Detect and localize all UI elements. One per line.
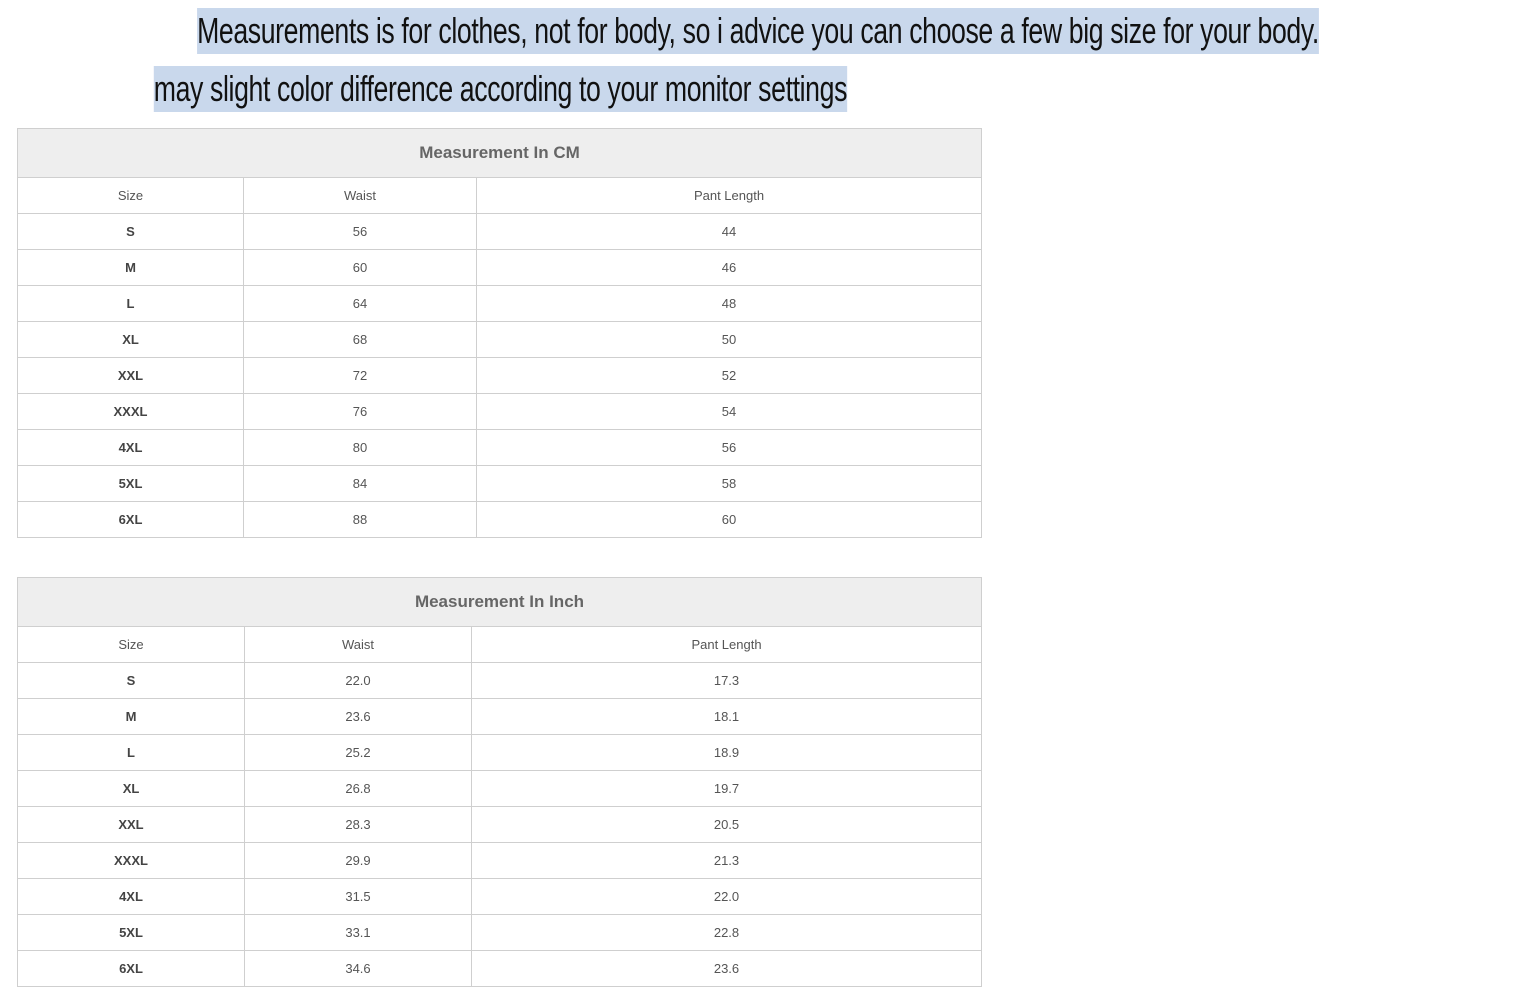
table-row [18, 214, 982, 250]
table-row [18, 915, 982, 951]
waist-cell: 22.0 [245, 663, 472, 699]
size-cell: S [18, 214, 244, 250]
notice-text-2: may slight color difference according to your monitor settings [153, 66, 846, 112]
size-cell: XL [18, 771, 245, 807]
pant-length-cell: 46 [477, 250, 982, 286]
pant-length-cell: 58 [477, 466, 982, 502]
waist-cell: 88 [244, 502, 477, 538]
pant-length-cell: 21.3 [472, 843, 982, 879]
table-row [18, 286, 982, 322]
table-row [18, 430, 982, 466]
pant-length-cell: 22.8 [472, 915, 982, 951]
size-cell: XXL [18, 807, 245, 843]
waist-cell: 84 [244, 466, 477, 502]
size-cell: 6XL [18, 502, 244, 538]
pant-length-cell: 18.9 [472, 735, 982, 771]
pant-length-cell: 50 [477, 322, 982, 358]
size-cell: 4XL [18, 879, 245, 915]
waist-cell: 28.3 [245, 807, 472, 843]
table-row [18, 502, 982, 538]
table-row [18, 322, 982, 358]
pant-length-cell: 18.1 [472, 699, 982, 735]
waist-cell: 80 [244, 430, 477, 466]
waist-cell: 60 [244, 250, 477, 286]
table-row [18, 771, 982, 807]
table-row [18, 807, 982, 843]
table-row [18, 951, 982, 987]
waist-cell: 56 [244, 214, 477, 250]
pant-length-cell: 52 [477, 358, 982, 394]
pant-length-cell: 23.6 [472, 951, 982, 987]
column-header-waist: Waist [245, 627, 472, 663]
waist-cell: 34.6 [245, 951, 472, 987]
table-row [18, 843, 982, 879]
waist-cell: 23.6 [245, 699, 472, 735]
size-cell: M [18, 250, 244, 286]
pant-length-cell: 19.7 [472, 771, 982, 807]
column-header-waist: Waist [244, 178, 477, 214]
size-cell: 5XL [18, 466, 244, 502]
pant-length-cell: 20.5 [472, 807, 982, 843]
measurement-table-inch [17, 577, 982, 987]
size-cell: 5XL [18, 915, 245, 951]
pant-length-cell: 44 [477, 214, 982, 250]
pant-length-cell: 56 [477, 430, 982, 466]
table-row [18, 663, 982, 699]
waist-cell: 29.9 [245, 843, 472, 879]
waist-cell: 72 [244, 358, 477, 394]
table-row [18, 879, 982, 915]
pant-length-cell: 22.0 [472, 879, 982, 915]
size-cell: L [18, 286, 244, 322]
size-cell: L [18, 735, 245, 771]
pant-length-cell: 17.3 [472, 663, 982, 699]
size-cell: XXXL [18, 394, 244, 430]
notice-line-1 [0, 8, 1319, 54]
waist-cell: 33.1 [245, 915, 472, 951]
size-cell: S [18, 663, 245, 699]
waist-cell: 76 [244, 394, 477, 430]
table-row [18, 735, 982, 771]
pant-length-cell: 60 [477, 502, 982, 538]
notice-text-1: Measurements is for clothes, not for body, so i advice you can choose a few big size for your body. [197, 8, 1319, 54]
table-row [18, 466, 982, 502]
table-title: Measurement In CM [18, 129, 982, 178]
column-header-size: Size [18, 178, 244, 214]
table-row [18, 699, 982, 735]
size-cell: 6XL [18, 951, 245, 987]
table-row [18, 250, 982, 286]
table-title: Measurement In Inch [18, 578, 982, 627]
pant-length-cell: 48 [477, 286, 982, 322]
waist-cell: 64 [244, 286, 477, 322]
waist-cell: 68 [244, 322, 477, 358]
measurement-table-cm [17, 128, 982, 538]
waist-cell: 25.2 [245, 735, 472, 771]
size-cell: XXL [18, 358, 244, 394]
waist-cell: 26.8 [245, 771, 472, 807]
column-header-size: Size [18, 627, 245, 663]
size-cell: XXXL [18, 843, 245, 879]
size-cell: 4XL [18, 430, 244, 466]
notice-line-2 [0, 66, 1000, 112]
column-header-pant-length: Pant Length [472, 627, 982, 663]
table-row [18, 358, 982, 394]
waist-cell: 31.5 [245, 879, 472, 915]
table-row [18, 394, 982, 430]
size-cell: M [18, 699, 245, 735]
pant-length-cell: 54 [477, 394, 982, 430]
column-header-pant-length: Pant Length [477, 178, 982, 214]
size-cell: XL [18, 322, 244, 358]
